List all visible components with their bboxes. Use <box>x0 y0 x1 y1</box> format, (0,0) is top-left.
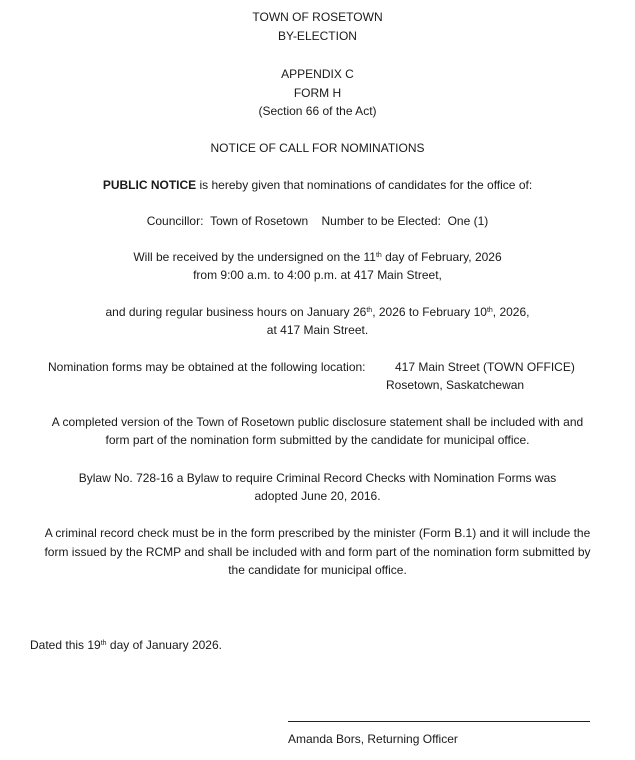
number-elected-value: One (1) <box>447 214 489 228</box>
appendix-label: APPENDIX C <box>281 67 354 81</box>
dated-line <box>30 637 222 653</box>
public-notice-rest: is hereby given that nominations of candidates for the office of: <box>196 178 533 192</box>
town-name: TOWN OF ROSETOWN <box>252 10 383 24</box>
business-hours-address: at 417 Main Street. <box>266 323 369 337</box>
signature-line <box>288 721 590 722</box>
criminal-check-line2: form issued by the RCMP and shall be included with and form part of the nomination form submitted by <box>44 545 591 559</box>
section-reference: (Section 66 of the Act) <box>258 104 377 118</box>
public-notice-intro <box>0 177 635 193</box>
number-elected-label: Number to be Elected: <box>321 214 441 228</box>
signatory-name: Amanda Bors, Returning Officer <box>288 732 458 746</box>
business-hours-line <box>0 304 635 320</box>
received-sup: th <box>375 252 382 259</box>
received-text-pre: Will be received by the undersigned on the 11 <box>133 250 376 264</box>
notice-title: NOTICE OF CALL FOR NOMINATIONS <box>210 141 425 155</box>
form-label: FORM H <box>293 86 342 100</box>
received-time-line: from 9:00 a.m. to 4:00 p.m. at 417 Main Street, <box>193 268 442 282</box>
criminal-check-line3: the candidate for municipal office. <box>228 563 407 577</box>
business-hours-sup1: th <box>366 307 373 314</box>
location-address-line2: Rosetown, Saskatchewan <box>386 378 525 392</box>
business-hours-sup2: th <box>486 307 493 314</box>
disclosure-line1: A completed version of the Town of Rosetown public disclosure statement shall be included with and <box>51 415 584 429</box>
office-town: Town of Rosetown <box>210 214 309 228</box>
location-address-line1: 417 Main Street (TOWN OFFICE) <box>395 360 575 374</box>
public-notice-bold: PUBLIC NOTICE <box>102 178 197 192</box>
dated-post: day of January 2026. <box>106 638 222 652</box>
office-line <box>0 213 635 229</box>
dated-sup: th <box>100 640 107 647</box>
location-label: Nomination forms may be obtained at the following location: <box>48 360 366 374</box>
bylaw-line2: adopted June 20, 2016. <box>254 489 381 503</box>
bylaw-line1: Bylaw No. 728-16 a Bylaw to require Criminal Record Checks with Nomination Forms was <box>78 471 557 485</box>
disclosure-line2: form part of the nomination form submitted by the candidate for municipal office. <box>105 433 530 447</box>
business-hours-pre: and during regular business hours on January 26 <box>105 305 367 319</box>
business-hours-post: , 2026, <box>492 305 530 319</box>
office-label: Councillor: <box>146 214 204 228</box>
dated-pre: Dated this 19 <box>30 638 101 652</box>
received-date-line <box>0 249 635 265</box>
election-type: BY-ELECTION <box>278 29 357 43</box>
criminal-check-line1: A criminal record check must be in the form prescribed by the minister (Form B.1) and it will include the <box>44 526 591 540</box>
business-hours-mid: , 2026 to February 10 <box>372 305 487 319</box>
received-text-post: day of February, 2026 <box>381 250 502 264</box>
